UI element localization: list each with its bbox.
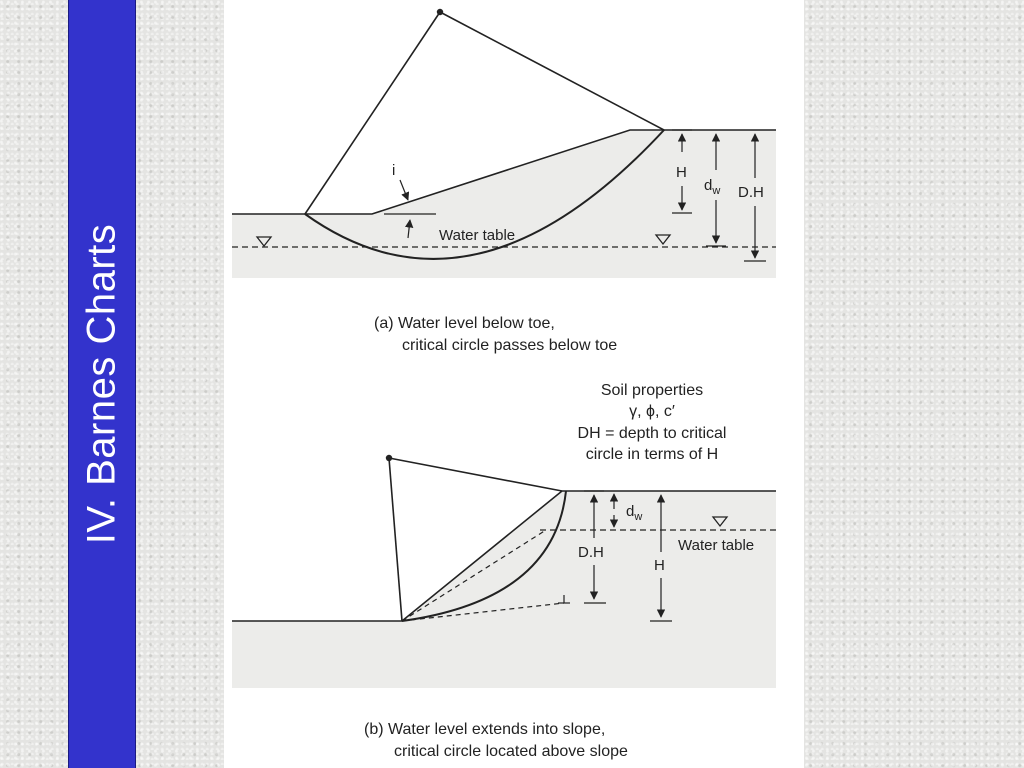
figure-drawing [224, 0, 804, 768]
fig-a-caption-line1: (a) Water level below toe, [374, 315, 555, 332]
soil-properties-line3: DH = depth to critical [577, 425, 727, 442]
fig-b-label-H: H [654, 557, 665, 574]
fig-b-label-DH: D.H [578, 544, 604, 561]
fig-a-wedge-right [440, 12, 664, 130]
fig-a-label-H: H [676, 164, 687, 181]
fig-a-angle-arrow-top [400, 180, 408, 200]
figure-b [232, 455, 776, 760]
fig-b-circle-center [386, 455, 392, 461]
fig-b-water-table-label: Water table [678, 537, 755, 554]
fig-a-label-DH: D.H [738, 184, 764, 201]
fig-a-wedge-left [305, 12, 440, 214]
fig-b-caption-line1: (b) Water level extends into slope, [364, 721, 606, 738]
soil-properties-line1: Soil properties [600, 382, 704, 399]
fig-a-soil-shade [232, 130, 776, 278]
title-bar [68, 0, 136, 768]
fig-a-caption-line2: critical circle passes below toe [402, 337, 618, 354]
fig-a-circle-center [437, 9, 443, 15]
fig-b-label-dw: $d_w$ [626, 503, 643, 523]
soil-properties-line2: γ, ϕ, c′ [629, 403, 675, 420]
fig-a-water-table-label: Water table [439, 227, 516, 244]
fig-b-wedge-top [389, 458, 562, 491]
fig-b-wedge-left [389, 458, 402, 621]
barnes-chart-figure [224, 0, 804, 768]
slide-title: IV. Barnes Charts [79, 223, 124, 545]
fig-b-caption-line2: critical circle located above slope [394, 743, 628, 760]
figure-a [232, 9, 776, 354]
fig-a-label-dw: $d_w$ [704, 177, 721, 197]
soil-properties [578, 382, 727, 463]
soil-properties-line4: circle in terms of H [585, 446, 719, 463]
fig-a-label-i: i [392, 162, 396, 179]
